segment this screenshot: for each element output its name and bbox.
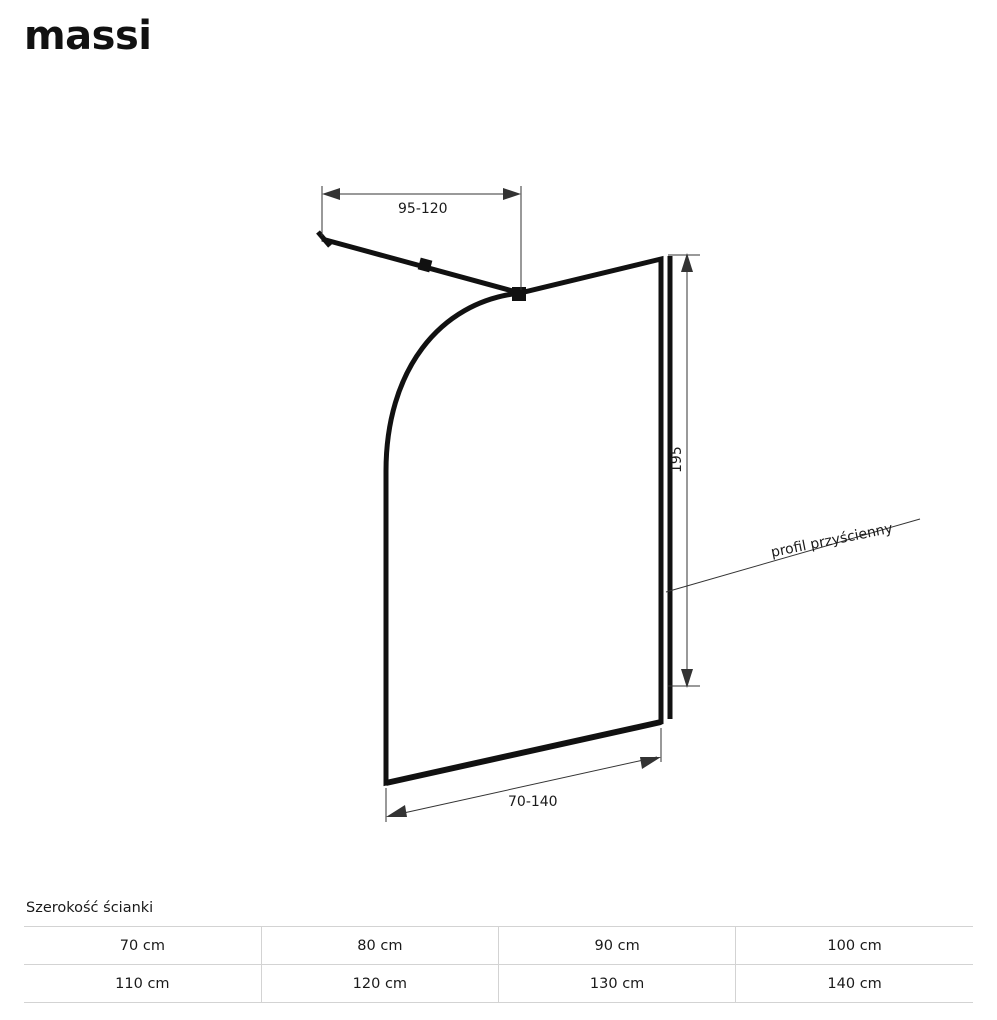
height-dim-arrow-top xyxy=(681,253,693,272)
table-cell: 140 cm xyxy=(736,965,973,1003)
size-table xyxy=(24,926,973,1003)
table-cell: 100 cm xyxy=(736,927,973,965)
brand-logo: massi xyxy=(24,13,152,59)
table-cell: 90 cm xyxy=(499,927,736,965)
height-dim-label: 195 xyxy=(669,446,685,473)
height-dim-arrow-bottom xyxy=(681,669,693,688)
panel-bottom-edge xyxy=(386,722,661,783)
table-row xyxy=(24,965,973,1003)
stabilizer-glass-clamp xyxy=(512,287,526,301)
size-table-area xyxy=(24,900,973,1003)
table-cell: 120 cm xyxy=(261,965,498,1003)
bottom-dim-arrow-right xyxy=(640,757,661,769)
table-cell: 110 cm xyxy=(24,965,261,1003)
top-dim-label: 95-120 xyxy=(398,201,448,217)
top-dim-arrow-right xyxy=(503,188,521,200)
bottom-dim-label: 70-140 xyxy=(508,794,558,810)
top-dim-arrow-left xyxy=(322,188,340,200)
table-cell: 130 cm xyxy=(499,965,736,1003)
table-cell: 80 cm xyxy=(261,927,498,965)
size-table-caption: Szerokość ścianki xyxy=(26,900,154,916)
glass-panel-outline xyxy=(386,259,661,783)
table-row xyxy=(24,927,973,965)
table-cell: 70 cm xyxy=(24,927,261,965)
bottom-dim-arrow-left xyxy=(386,805,407,817)
callout-label: profil przyścienny xyxy=(769,520,895,561)
